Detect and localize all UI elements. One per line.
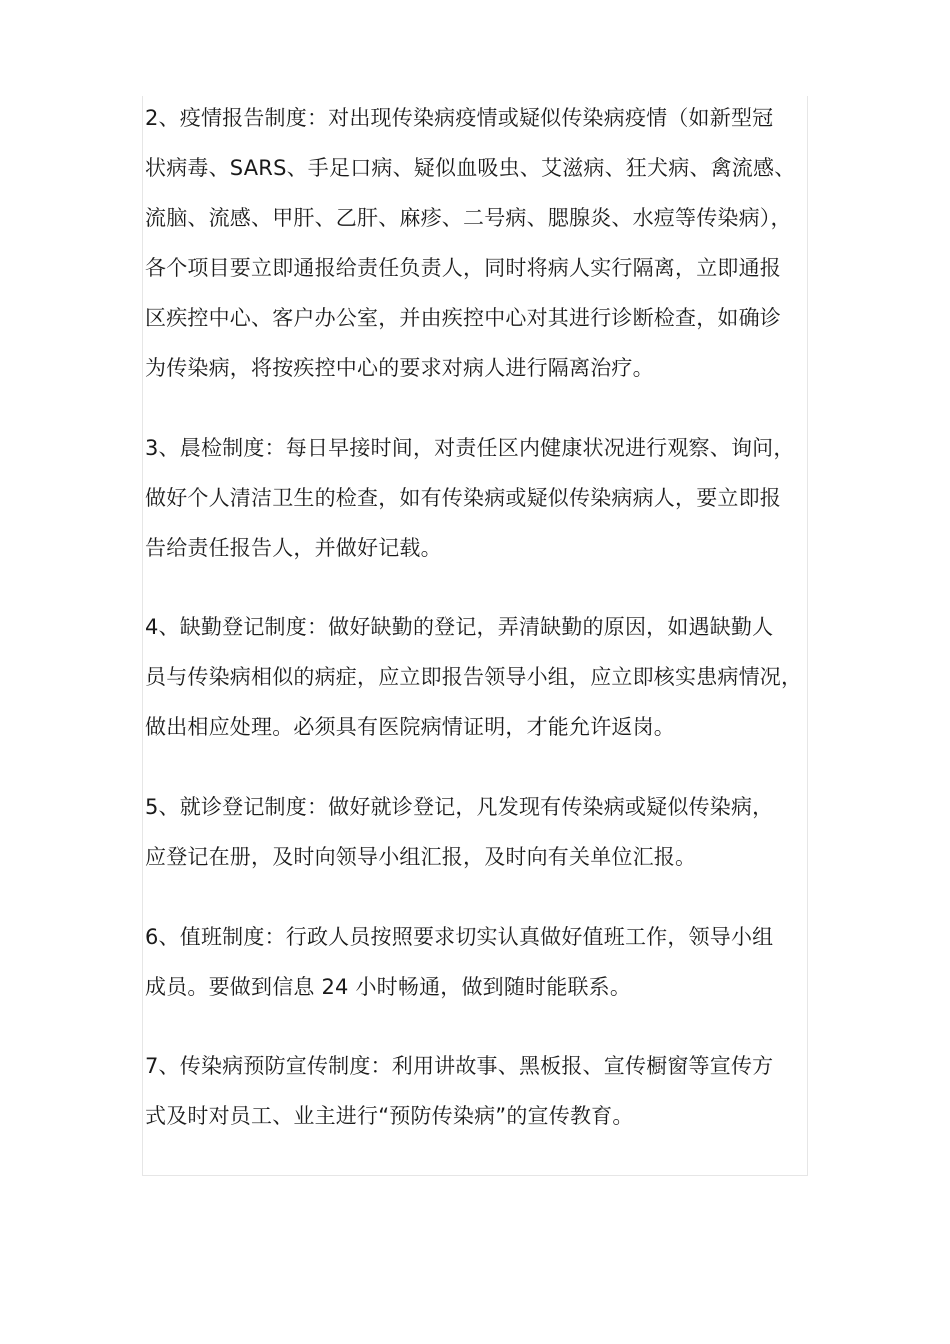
- paragraph-6-line-1: 6、值班制度：行政人员按照要求切实认真做好值班工作，领导小组: [145, 925, 774, 949]
- paragraph-6-line-2: 成员。要做到信息 24 小时畅通，做到随时能联系。: [145, 975, 632, 999]
- paragraph-5-line-1: 5、就诊登记制度：做好就诊登记，凡发现有传染病或疑似传染病，: [145, 795, 774, 819]
- paragraph-2-line-2: 状病毒、SARS、手足口病、疑似血吸虫、艾滋病、狂犬病、禽流感、: [145, 156, 796, 180]
- paragraph-7-line-2: 式及时对员工、业主进行“预防传染病”的宣传教育。: [145, 1104, 634, 1128]
- paragraph-3-line-3: 告给责任报告人，并做好记载。: [145, 536, 442, 560]
- paragraph-4-line-3: 做出相应处理。必须具有医院病情证明，才能允许返岗。: [145, 715, 675, 739]
- paragraph-2-line-6: 为传染病，将按疾控中心的要求对病人进行隔离治疗。: [145, 356, 654, 380]
- paragraph-3-line-2: 做好个人清洁卫生的检查，如有传染病或疑似传染病病人，要立即报: [145, 486, 781, 510]
- paragraph-4-line-1: 4、缺勤登记制度：做好缺勤的登记，弄清缺勤的原因，如遇缺勤人: [145, 615, 774, 639]
- paragraph-2-line-3: 流脑、流感、甲肝、乙肝、麻疹、二号病、腮腺炎、水痘等传染病），: [145, 206, 792, 230]
- paragraph-7-line-1: 7、传染病预防宣传制度：利用讲故事、黑板报、宣传橱窗等宣传方: [145, 1054, 774, 1078]
- paragraph-5-line-2: 应登记在册，及时向领导小组汇报，及时向有关单位汇报。: [145, 845, 697, 869]
- paragraph-2-line-4: 各个项目要立即通报给责任负责人，同时将病人实行隔离，立即通报: [145, 256, 781, 280]
- paragraph-4-line-2: 员与传染病相似的病症，应立即报告领导小组，应立即核实患病情况，: [145, 665, 803, 689]
- paragraph-3-line-1: 3、晨检制度：每日早接时间，对责任区内健康状况进行观察、询问，: [145, 436, 795, 460]
- paragraph-2-line-5: 区疾控中心、客户办公室，并由疾控中心对其进行诊断检查，如确诊: [145, 306, 781, 330]
- paragraph-2-line-1: 2、疫情报告制度：对出现传染病疫情或疑似传染病疫情（如新型冠: [145, 106, 774, 130]
